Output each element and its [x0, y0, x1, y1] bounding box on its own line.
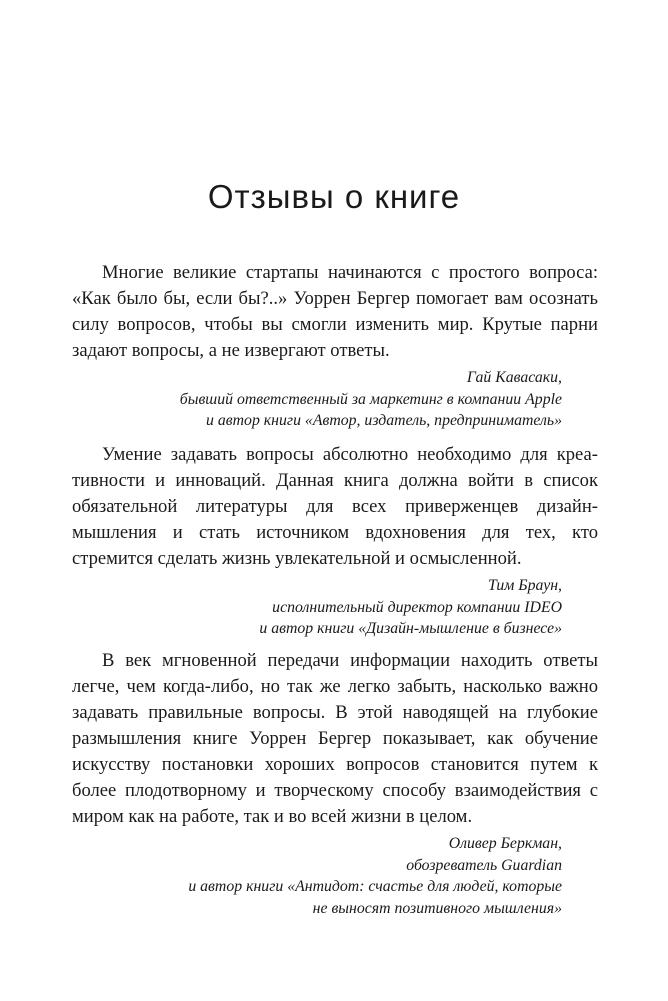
review-2 — [72, 442, 598, 640]
page-title: Отзывы о книге — [207, 178, 461, 215]
review-author: Оливер Беркман, — [448, 835, 562, 852]
review-1 — [72, 260, 598, 432]
review-quote: В век мгновенной передачи информации находить ответы легче, чем когда-либо, но так же легко забыть, насколько важно задавать правильные вопросы. В этой наводящей на глубокие размышления книге Уоррен Бергер показывает, как обучение искусству постановки хороших вопросов становится путем к более плодотворному и творческому способу взаимодействия с миром как на работе, так и во всей жизни в целом. — [72, 650, 598, 827]
review-attribution — [72, 367, 598, 432]
review-author: Тим Браун, — [487, 577, 562, 594]
review-attribution — [72, 575, 598, 640]
review-author-role: исполнительный директор компании IDEO — [272, 598, 562, 616]
review-3 — [72, 648, 598, 919]
review-author-book: и автор книги «Дизайн-мышление в бизнесе» — [259, 620, 562, 637]
review-quote: Умение задавать вопросы абсолютно необходимо для креативности и инноваций. Данная книга должна войти в список обязательной литературы для всех приверженцев дизайн-мышления и стать источником вдохновения для тех, кто стремится сделать жизнь увлекательной и осмысленной. — [72, 444, 598, 569]
review-author-role: бывший ответственный за маркетинг в компании Apple — [179, 390, 562, 408]
review-author-book-cont: не выносят позитивного мышления» — [312, 899, 562, 917]
review-author: Гай Кавасаки, — [466, 369, 562, 386]
review-author-role: обозреватель Guardian — [406, 856, 562, 874]
review-attribution — [72, 833, 598, 919]
review-author-book: и автор книги «Автор, издатель, предприниматель» — [206, 412, 562, 429]
review-author-book: и автор книги «Антидот: счастье для людей, которые — [188, 878, 562, 895]
review-quote: Многие великие стартапы начинаются с простого вопроса: «Как было бы, если бы?..» Уоррен Бергер помогает вам осознать силу вопросов, чтобы вы смогли изменить мир. Крутые парни задают вопросы, а не извергают ответы. — [72, 262, 598, 361]
